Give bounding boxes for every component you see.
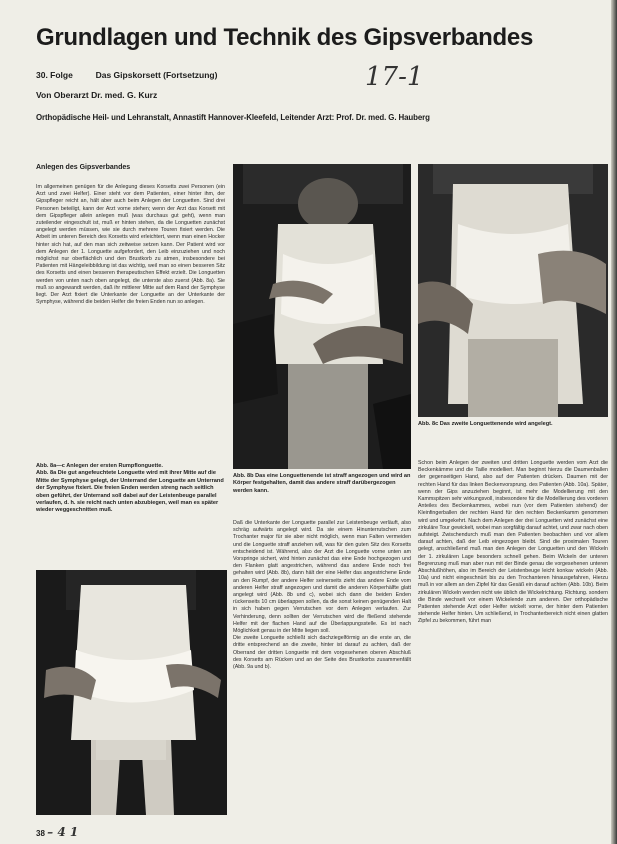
institution-line: Orthopädische Heil- und Lehranstalt, Annastift Hannover-Kleefeld, Leitender Arzt: Prof. Dr. med. G. Hauberg: [36, 113, 430, 122]
series-line: [36, 70, 217, 80]
article-title: Grundlagen und Technik des Gipsverbandes: [36, 24, 533, 51]
handwritten-note: 17-1: [365, 62, 424, 92]
page-number-printed: 38: [36, 829, 45, 838]
page-number: [36, 825, 78, 839]
author-line: Von Oberarzt Dr. med. G. Kurz: [36, 90, 158, 100]
column-1-text: Im allgemeinen genügen für die Anlegung dieses Korsetts zwei Personen (ein Arzt und zwei Helfer). Einer steht vor dem Patienten, einer hinter ihm, der Gipspfleger reicht an, hält aber auch beim Anlegen der Longuetten. Sind drei Personen beteiligt, kann der Arzt vorne stehen; wenn der Arzt das Korsett mit dem Gipspfleger allein anlegen muß (was durchaus gut geht), wenn man zuteilender eingeschult ist, muß er hinten stehen, da die Longuetten zunächst angelegt werden müssen, wie sie durch mehrere Touren fixiert werden. Die Arbeit im unteren Bereich des Korsetts wird erleichtert, wenn man einen Hocker hinter sich hat, auf den man sich zeitweise setzen kann. Der Patient wird vor dem Anlegen der 1. Longuette aufgefordert, den Leib einzuziehen und noch möglichst nur oberflächlich und den Brustkorb zu atmen, insbesondere bei Patienten mit Hängeleibbildung ist das wichtig, weil man so einen besseren Sitz des Korsetts und einen besseren therapeutischen Effekt erzielt. Die Longuetten werden von unten nach oben angelegt, die unterste also zuerst (Abb. 8a). Sie muß so angewandt werden, daß ihr mittlerer Mitte auf dem Rand der Symphyse liegt. Der Arzt fixiert die Unterkante der Longuette an der Unterkante der Symphyse, während die beiden Helfer die freien Enden nun so anlegen.: [36, 184, 225, 306]
figure-8b-photo: [233, 164, 411, 469]
figure-8b-caption: Abb. 8b Das eine Longuettenende ist straff angezogen und wird an Körper festgehalten, damit das andere straff darübergezogen werden kann.: [233, 473, 411, 494]
series-part: 30. Folge: [36, 70, 73, 80]
figure-8a-caption: Abb. 8a—c Anlegen der ersten Rumpflonguette. Abb. 8a Die gut angefeuchtete Longuette wird mit ihrer Mitte auf die Mitte der Symphyse gelegt, der Unterrand der Longuette am Unterrand der Symphyse fixiert. Die freien Enden werden streng nach seitlich oben geführt, der Unterrand soll dabei auf der Leistenbeuge parallel verlaufen, d. h. sie reicht nach unten abzubiegen, weil man es später wieder weggeschnitten muß.: [36, 463, 224, 514]
column-3-text: Schon beim Anlegen der zweiten und dritten Longuette werden vom Arzt die Beckenkämme und die Taille modelliert. Man beginnt hierzu die Daumenballen der gegenseitigen Hand, also auf der Patienten drücken. Daumen mit der rechten Hand für das linken Beckenvorsprung. des Patienten (Abb. 10a). Später, wenn der Gips anzuziehen beginnt, ist mehr die Modellierung mit den Kammspitzen sehr wirkungsvoll, insbesondere für die Modellierung des vorderen Anteiles des Beckenkammes, wobei nun (vor dem Patienten stehend) der Kleinfingerballen der rechten Hand für den rechten Beckenkamm genommen wird und umgekehrt. Nach dem Anlegen der drei Longuetten wird zunächst eine zirkuläre Tour gewickelt, wobei man sorgfältig darauf achtet, und zwar nach oben aufsteigt. Zwischendurch muß man den Patienten beobachten und vor allem darauf achten, daß der Leib eingezogen bleibt. Sind die proximalen Touren gelegt, anschließend muß man den Anlegen der Longuetten und den Wickeln der 1. zirkulären Lage besonders schnell gehen. Beim Wickeln der unteren Begrenzung muß man aber nun mit der Binde genau die vorgesehenen unteren Abschlußhöhen, also im Bereich der Leistenbeuge leicht konkav wickeln (Abb. 10a) und nicht eingeschnürt bis zu den Trochanteren hinausgefahren, Hierzu muß in vor allem an den Zipfel für das Gesäß ein darauf achten (Abb. 10b). Beim zirkulären Wickeln werden nicht wie üblich die Wickelrichtung. Richtung. sondern die Binde wechselt vor einem Wickelende zum anderen. Der orthopädische Patienten stehende Arzt oder Helfer wickelt vorne, der hinter dem Patienten stehende Helfer hinten. Um schließend, in Trochanterbereich nicht einen glatten Zipfel zu bekommen, führt man: [418, 460, 608, 625]
figure-8c-photo: [418, 164, 608, 417]
page-edge-shadow: [611, 0, 617, 844]
figure-8a-photo: [36, 570, 227, 815]
column-2-text: Daß die Unterkante der Longuette parallel zur Leistenbeuge verläuft, also schräg aufwärts angelegt wird. Da sie einem Hinunterrutschen zum Trochanter major für sie aber nicht möglich, wenn man Falten vermeiden und die Longuette straff anziehen will, was für den guten Sitz des Korsetts entscheidend ist. Während, also der Arzt die Longuette vorne unten am Vorspringe sichert, wird hinten zunächst das eine Ende hochgezogen und den Flanken glatt angestrichen, während das andere Ende noch frei gehalten wird (Abb. 8b), dann hält der eine Helfer das angestrichene Ende an den Rumpf, der andere Helfer seinerseits zieht das andere Ende vom anderen Helfer straff angezogen und damit die anderen Körperhälfte glatt angelegt wird (Abb. 8b und c), wobei sich dann die beiden Enden rückenseits 10 cm überlappen sollen, da die sonst keinen genügenden Halt in sich haben gegen Verrutschen vor dem Anlegen verlaufen. Zur Verhinderung, denn sollten der Verrutschen wird die fließend stehende Helfer mit der flachen Hand auf die Überlappungsstelle. Es ist nach Möglichkeit genau in der Mitte liegen soll. Die zweite Longuette schließt sich dachziegelförmig an die erste an, die dritte entsprechend an die zweite, hinter ist darauf zu achten, daß der Oberrand der dritten Longuette mit dem vorgesehenen oberen Abschluß des Korsetts am Rücken und an der Seite des Brustkorbs zusammenfällt (Abb. 9a und b).: [233, 520, 411, 671]
section-heading: Anlegen des Gipsverbandes: [36, 164, 131, 171]
series-topic: Das Gipskorsett (Fortsetzung): [95, 70, 218, 80]
figure-8c-caption: Abb. 8c Das zweite Longuettenende wird angelegt.: [418, 421, 553, 427]
page-number-handwritten: – 4 1: [47, 825, 79, 839]
